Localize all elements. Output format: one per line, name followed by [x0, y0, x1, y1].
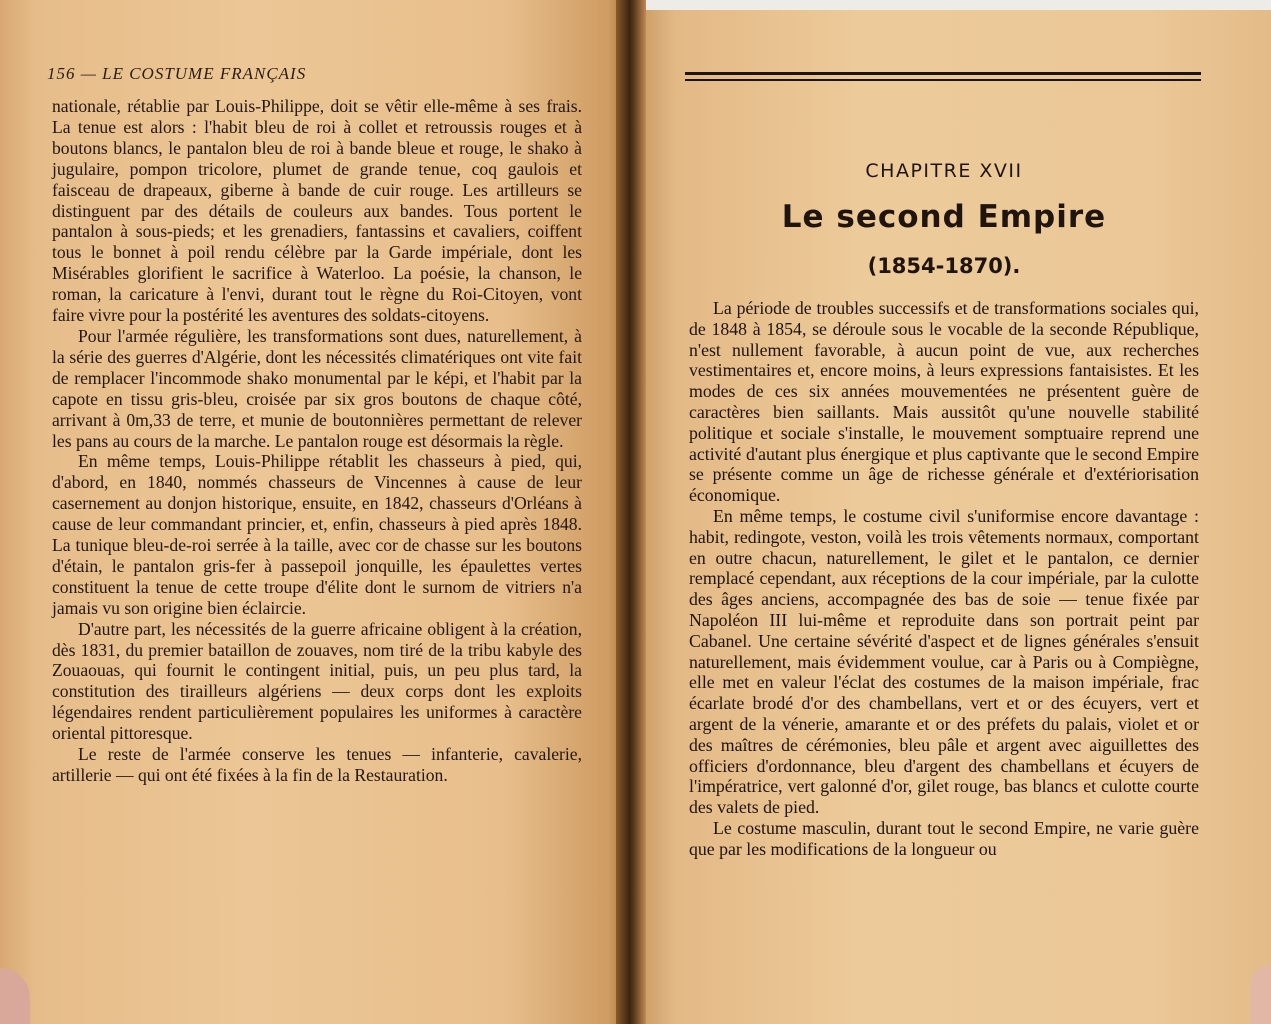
chapter-rule-bottom: [685, 79, 1201, 81]
paragraph: nationale, rétablie par Louis-Philippe, doit se vêtir elle-même à ses frais. La tenue est alors : l'habit bleu de roi à collet et retroussis rouges et à boutons blancs, le pantalon bleu de roi à bande bleue et rouge, le shako à jugulaire, pompon tricolore, plumet de grande tenue, coq gaulois et faisceau de drapeaux, giberne à bande de cuir rouge. Les artilleurs se distinguent par des détails de couleurs aux bandes. Tous portent le pantalon à sous-pieds; et les grenadiers, fantassins et cavaliers, coiffent tous le bonnet à poil rendu célèbre par la Garde impériale, dont les Misérables glorifient le sacrifice à Waterloo. La poésie, la chanson, le roman, la caricature à l'envi, durant tout le règne du Roi-Citoyen, vont faire vivre pour la postérité les aventures des soldats-citoyens.: [52, 96, 582, 326]
paragraph: Pour l'armée régulière, les transformations sont dues, naturellement, à la série des guerres d'Algérie, dont les nécessités climatériques ont vite fait de remplacer l'incommode shako monumental par le képi, et l'habit par la capote en tissu gris-bleu, croisée par six gros boutons de chaque côté, arrivant à 0m,33 de terre, et munie de boutonnières permettant de relever les pans au cours de la marche. Le pantalon rouge est désormais la règle.: [52, 325, 582, 451]
paragraph: En même temps, Louis-Philippe rétablit les chasseurs à pied, qui, d'abord, en 1840, nommés chasseurs de Vincennes à cause de leur casernement au donjon historique, ensuite, en 1842, chasseurs d'Orléans à cause de leur commandant princier, et, enfin, chasseurs à pied après 1848. La tunique bleu-de-roi serrée à la taille, avec cor de chasse sur les boutons d'étain, le pantalon gris-fer à passepoil jonquille, les épaulettes vertes constituent la tenue de cette troupe d'élite dont le surnom de vitriers n'a jamais vu son origine bien éclaircie.: [52, 451, 582, 618]
paragraph: D'autre part, les nécessités de la guerre africaine obligent à la création, dès 1831, du premier bataillon de zouaves, nom tiré de la tribu kabyle des Zouaouas, qui fournit le contingent initial, puis, un peu plus tard, la constitution des tirailleurs algériens — deux corps dont les exploits légendaires rendent particulièrement populaires les uniformes à caractère oriental pittoresque.: [52, 618, 582, 744]
chapter-label: CHAPITRE XVII: [865, 160, 1023, 182]
running-head: 156 — LE COSTUME FRANÇAIS: [47, 64, 307, 83]
paragraph: La période de troubles successifs et de transformations sociales qui, de 1848 à 1854, se déroule sous le vocable de la seconde République, n'est nullement favorable, à aucun point de vue, aux recherches vestimentaires et, encore moins, à leurs expressions fantaisistes. Et les modes de ces six années mouvementées ne présentent guère de caractères bien saillants. Mais aussitôt qu'une nouvelle stabilité politique et sociale s'installe, le mouvement somptuaire reprend une activité d'autant plus énergique et plus captivante que le second Empire se présente comme un âge de richesse générale et d'extériorisation économique.: [689, 298, 1199, 506]
thumb-right: [1250, 965, 1271, 1024]
chapter-title: Le second Empire: [781, 199, 1107, 235]
book-gutter: [616, 0, 646, 1024]
paragraph: Le costume masculin, durant tout le second Empire, ne varie guère que par les modifications de la longueur ou: [689, 817, 1199, 859]
right-page-body: [689, 298, 1199, 860]
left-page-body: [52, 96, 582, 786]
paragraph: En même temps, le costume civil s'uniformise encore davantage : habit, redingote, veston, voilà les trois vêtements normaux, comportant en outre chacun, naturellement, le gilet et le pantalon, ce dernier remplacé cependant, aux réceptions de la cour impériale, par la culotte des âges anciens, accompagnée des bas de soie — tenue fixée par Napoléon III lui-même et reproduite dans son portrait peint par Cabanel. Une certaine sévérité d'aspect et de lignes générales s'ensuit naturellement, mais évidemment voulue, car à Paris ou à Compiègne, elle met en valeur l'éclat des costumes de la maison impériale, frac écarlate brodé d'or des chambellans, vert et or des écuyers, vert et argent de la vénerie, amarante et or des préfets du palais, violet et or des maîtres de cérémonies, bleu pâle et argent avec aiguillettes des officiers d'ordonnance, bleu d'argent des chambellans et écuyers de l'impératrice, vert galonné d'or, gilet rouge, bas blancs et culotte courte des valets de pied.: [689, 505, 1199, 818]
paragraph: Le reste de l'armée conserve les tenues — infanterie, cavalerie, artillerie — qui ont été fixées à la fin de la Restauration.: [52, 744, 582, 785]
chapter-rule-top: [685, 72, 1201, 75]
chapter-dates: (1854-1870).: [867, 254, 1021, 278]
